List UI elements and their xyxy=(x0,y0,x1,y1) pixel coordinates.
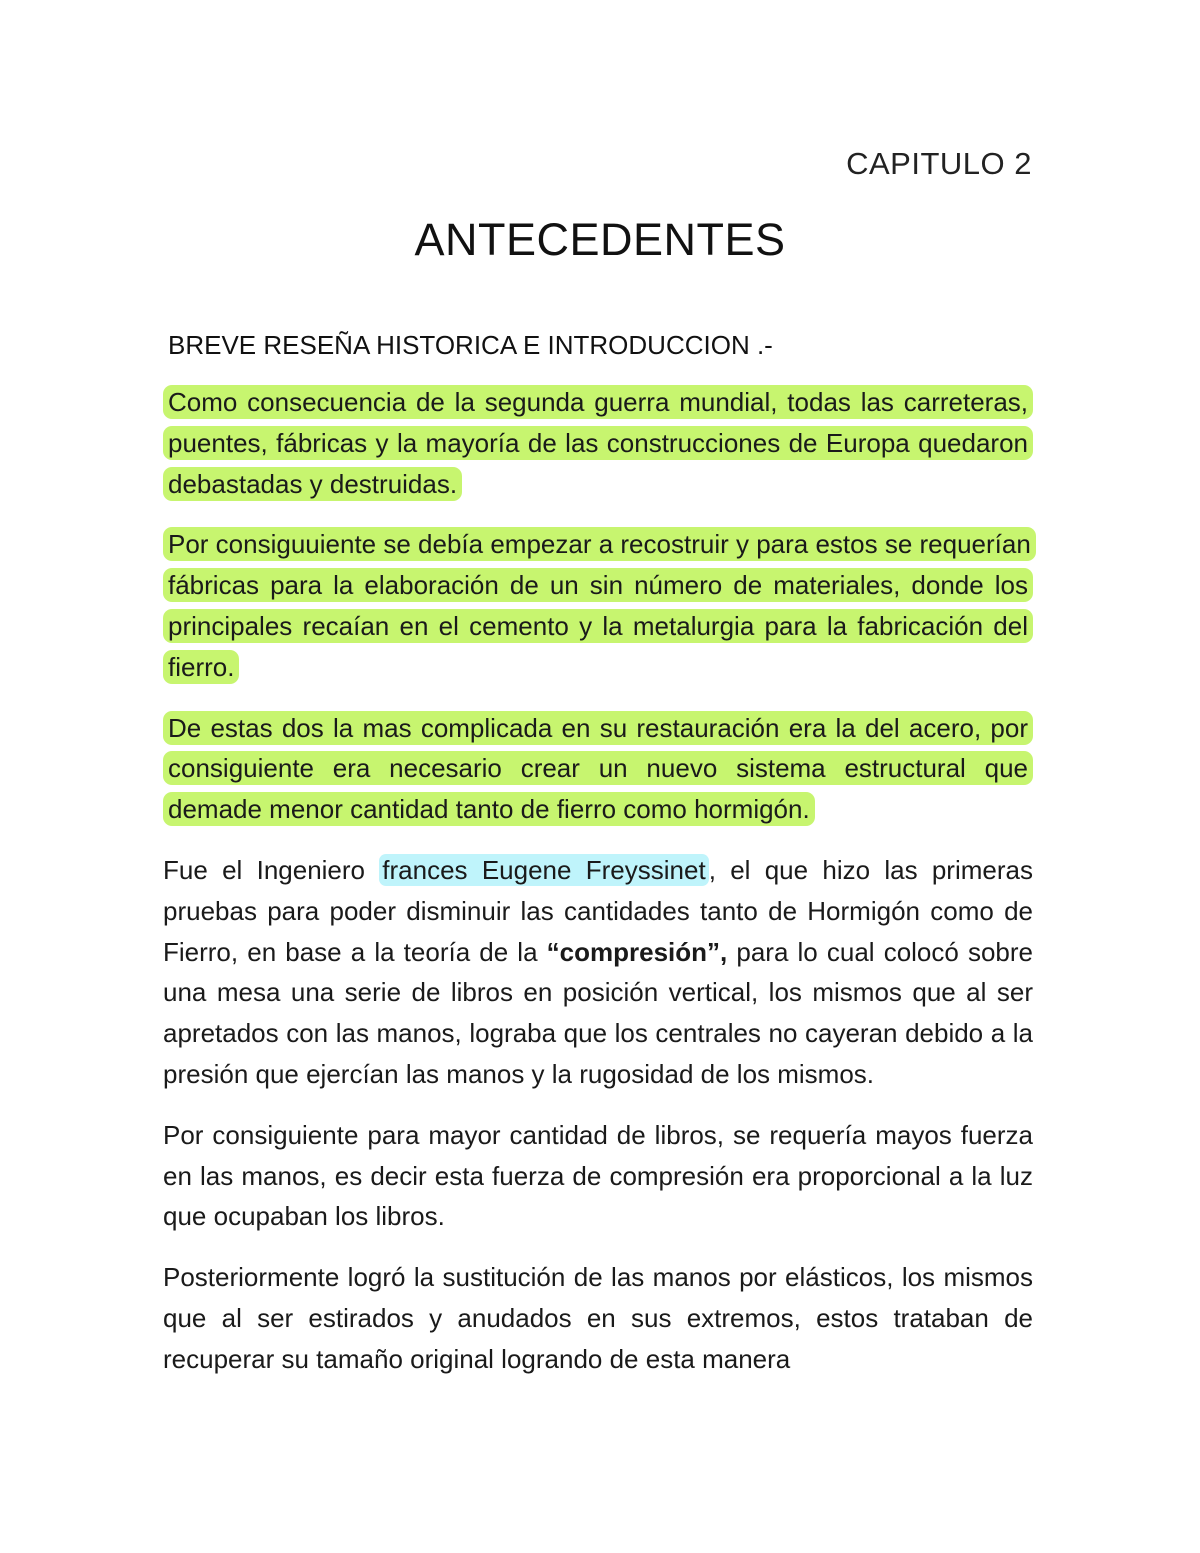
paragraph-text: Fue el Ingeniero xyxy=(163,854,380,885)
bold-term: “compresión”, xyxy=(546,936,728,967)
chapter-label: CAPITULO 2 xyxy=(846,146,1032,181)
section-heading: BREVE RESEÑA HISTORICA E INTRODUCCION .- xyxy=(168,330,773,360)
highlighted-name: frances Eugene Freyssinet xyxy=(379,854,708,886)
document-body xyxy=(163,382,1033,1400)
page-title: ANTECEDENTES xyxy=(414,214,786,265)
highlighted-text: De estas dos la mas complicada en su restauración era la del acero, por consiguiente era necesario crear un nuevo sistema estructural que demade menor cantidad tanto de fierro como hormigón. xyxy=(163,711,1033,827)
paragraph-6: Posteriormente logró la sustitución de las manos por elásticos, los mismos que al ser estirados y anudados en sus extremos, estos trataban de recuperar su tamaño original logrando de esta manera xyxy=(163,1262,1033,1374)
paragraph-text: para lo cual colocó sobre una mesa una serie de libros en posición vertical, los mismos que al ser apretados con las manos, lograba que los centrales no cayeran debido a la presión que ejercían las manos y la rugosidad de los mismos. xyxy=(163,936,1033,1089)
paragraph-5: Por consiguiente para mayor cantidad de libros, se requería mayos fuerza en las manos, es decir esta fuerza de compresión era proporcional a la luz que ocupaban los libros. xyxy=(163,1119,1033,1232)
paragraph-text: , el que hizo las primeras pruebas para poder disminuir las cantidades tanto de Hormigón como de Fierro, en base a la teoría de la xyxy=(163,854,1033,967)
paragraph-4 xyxy=(163,850,1033,1095)
highlighted-text: Como consecuencia de la segunda guerra mundial, todas las carreteras, puentes, fábricas y la mayoría de las construcciones de Europa quedaron debastadas y destruidas. xyxy=(163,385,1033,501)
paragraph-1 xyxy=(163,382,1033,504)
paragraph-3 xyxy=(163,708,1033,830)
paragraph-2 xyxy=(163,524,1033,687)
highlighted-text: Por consiguuiente se debía empezar a recostruir y para estos se requerían fábricas para la elaboración de un sin número de materiales, donde los principales recaían en el cemento y la metalurgia para la fabricación del fierro. xyxy=(163,527,1036,683)
